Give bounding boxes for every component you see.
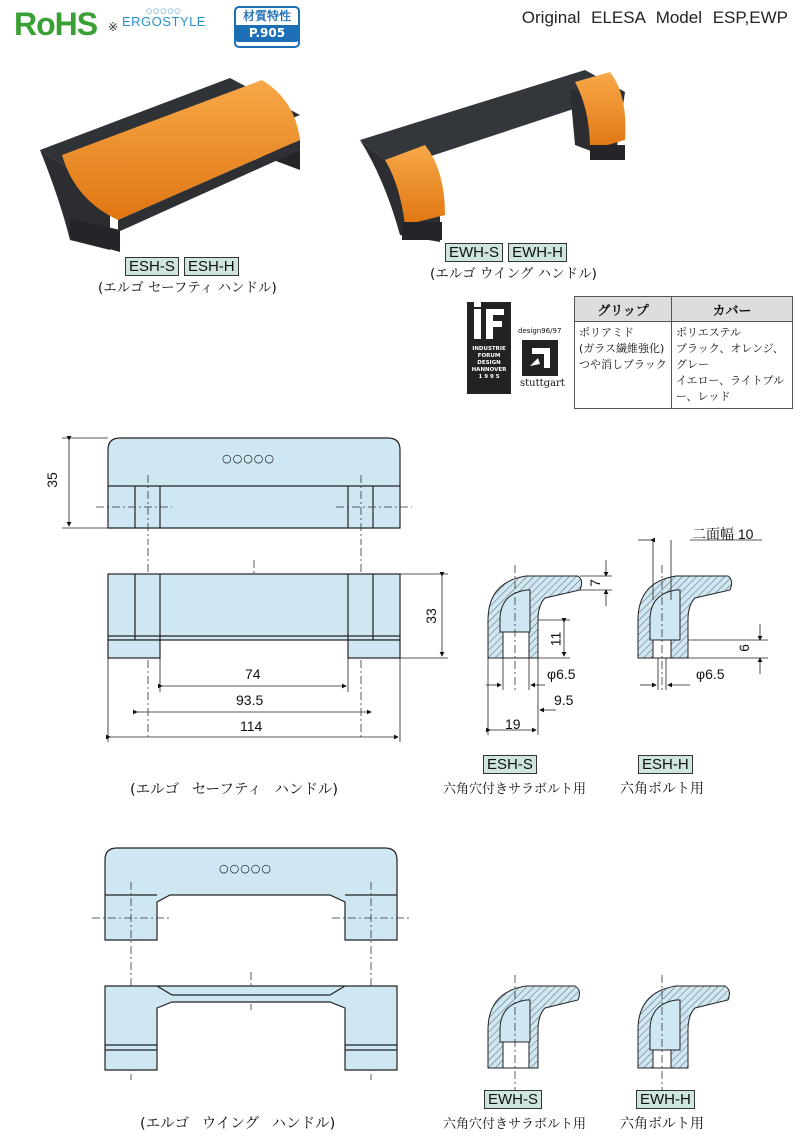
spec-header-grip: グリップ bbox=[575, 297, 672, 322]
tag-esh-s[interactable]: ESH-S bbox=[125, 257, 179, 276]
dim-11: 11 bbox=[547, 631, 564, 647]
safety-handle-photo bbox=[40, 78, 300, 252]
ewh-s-label: 六角穴付きサラボルト用 bbox=[443, 1117, 587, 1132]
safety-tags bbox=[125, 256, 239, 276]
dim-19: 19 bbox=[505, 716, 521, 732]
ewh-h-section bbox=[638, 986, 729, 1068]
page-title: Original ELESA Model ESP,EWP bbox=[521, 8, 788, 27]
dim-6: 6 bbox=[735, 644, 752, 652]
ergostyle-dots: ○○○○○ bbox=[146, 7, 182, 15]
esh-h-label: 六角ボルト用 bbox=[620, 781, 704, 797]
stuttgart-design-logo bbox=[522, 340, 558, 376]
tag-ewh-h-section[interactable]: EWH-H bbox=[636, 1090, 695, 1109]
wing-front-view bbox=[105, 986, 397, 1070]
dim-33: 33 bbox=[422, 608, 439, 624]
dim-35-line bbox=[62, 438, 108, 528]
dim-114: 114 bbox=[240, 718, 263, 734]
ewh-s-tag-box bbox=[484, 1089, 542, 1109]
tag-esh-h-section[interactable]: ESH-H bbox=[638, 755, 693, 774]
safety-front-view bbox=[108, 574, 400, 658]
tag-ewh-s[interactable]: EWH-S bbox=[445, 243, 503, 262]
wing-drawing-caption: (エルゴ ウイング ハンドル) bbox=[140, 1116, 336, 1132]
dim-9-5: 9.5 bbox=[554, 692, 574, 708]
spec-cover-cell: ポリエステル ブラック、オレンジ、グレー イエロー、ライトブルー、レッド bbox=[672, 322, 793, 409]
tag-esh-s-section[interactable]: ESH-S bbox=[483, 755, 537, 774]
stuttgart-top-text: design96/97 bbox=[518, 327, 562, 335]
stuttgart-bottom-text: stuttgart bbox=[520, 378, 565, 389]
ewh-s-section bbox=[488, 986, 579, 1068]
tag-esh-h[interactable]: ESH-H bbox=[184, 257, 239, 276]
esh-h-section bbox=[638, 576, 732, 658]
material-label: 材質特性 bbox=[242, 9, 291, 23]
rohs-note: ※ bbox=[108, 20, 119, 34]
dim-width-across-flats: 二面幅 10 bbox=[692, 526, 754, 542]
spec-table bbox=[574, 296, 793, 409]
tag-ewh-s-section[interactable]: EWH-S bbox=[484, 1090, 542, 1109]
esh-s-label: 六角穴付きサラボルト用 bbox=[443, 782, 587, 797]
dim-phi-6-5-s: φ6.5 bbox=[547, 666, 576, 682]
rohs-logo: RoHS bbox=[14, 6, 98, 42]
dim-phi-6-5-h: φ6.5 bbox=[696, 666, 725, 682]
wing-caption: (エルゴ ウイング ハンドル) bbox=[430, 266, 597, 282]
tag-ewh-h[interactable]: EWH-H bbox=[508, 243, 567, 262]
ergostyle-logo: ERGOSTYLE bbox=[122, 14, 206, 29]
spec-grip-cell: ポリアミド (ガラス繊維強化) つや消しブラック bbox=[575, 322, 672, 409]
ewh-h-tag-box bbox=[636, 1089, 695, 1109]
ewh-h-label: 六角ボルト用 bbox=[620, 1116, 704, 1132]
safety-caption: (エルゴ セーフティ ハンドル) bbox=[98, 280, 277, 296]
wing-handle-photo bbox=[360, 70, 625, 242]
esh-h-tag-box bbox=[638, 754, 693, 774]
wing-emblem-dots: ○○○○○ bbox=[219, 862, 272, 875]
material-page: P.905 bbox=[236, 25, 298, 42]
spec-header-cover: カバー bbox=[672, 297, 793, 322]
esh-s-tag-box bbox=[483, 754, 537, 774]
dim-7: 7 bbox=[586, 579, 603, 587]
dim-35: 35 bbox=[43, 472, 60, 488]
dim-93-5: 93.5 bbox=[236, 692, 264, 708]
safety-drawing-caption: (エルゴ セーフティ ハンドル) bbox=[130, 782, 339, 798]
wing-tags bbox=[445, 242, 567, 262]
dim-74: 74 bbox=[245, 666, 261, 682]
if-logo-text: INDUSTRIE FORUM DESIGN HANNOVER 1 9 9 5 bbox=[471, 346, 507, 380]
safety-emblem-dots: ○○○○○ bbox=[222, 452, 275, 465]
esh-s-section bbox=[488, 576, 582, 658]
